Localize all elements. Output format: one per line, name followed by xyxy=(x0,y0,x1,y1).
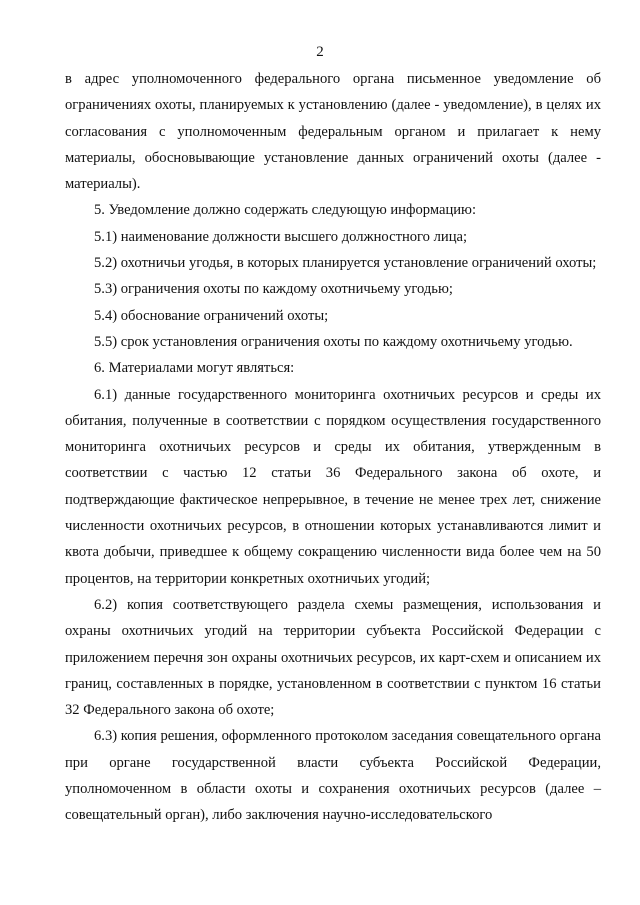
document-body xyxy=(65,66,601,829)
paragraph-item-5-1: 5.1) наименование должности высшего должностного лица; xyxy=(94,228,468,245)
paragraph-item-6-1: 6.1) данные государственного мониторинга охотничьих ресурсов и среды их обитания, полученные в соответствии с порядком осуществления государственного мониторинга охотничьих ресурсов и среды их обитания, утвержденным в соответствии с частью 12 статьи 36 Федерального закона об охоте, и подтверждающие фактическое непрерывное, в течение не менее трех лет, снижение численности охотничьих ресурсов, в отношении которых устанавливаются лимит и квота добычи, приведшее к общему сокращению численности вида более чем на 50 процентов, на территории конкретных охотничьих угодий; xyxy=(65,386,601,587)
page-number: 2 xyxy=(316,44,324,60)
paragraph-item-6-3: 6.3) копия решения, оформленного протоколом заседания совещательного органа при органе государственной власти субъекта Российской Федерации, уполномоченном в области охоты и сохранения охотничьих ресурсов (далее – совещательный орган), либо заключения научно-исследовательского xyxy=(65,728,601,824)
paragraph-item-5: 5. Уведомление должно содержать следующую информацию: xyxy=(94,202,477,219)
paragraph-item-6-2: 6.2) копия соответствующего раздела схемы размещения, использования и охраны охотничьих угодий на территории субъекта Российской Федерации с приложением перечня зон охраны охотничьих ресурсов, их карт-схем и описанием их границ, составленных в порядке, установленном в соответствии с пунктом 16 статьи 32 Федерального закона об охоте; xyxy=(65,596,601,719)
paragraph-item-5-4: 5.4) обоснование ограничений охоты; xyxy=(94,307,329,324)
paragraph-item-5-5: 5.5) срок установления ограничения охоты по каждому охотничьему угодью. xyxy=(94,333,573,350)
paragraph-item-6: 6. Материалами могут являться: xyxy=(94,360,295,377)
paragraph-item-5-2: 5.2) охотничьи угодья, в которых планируется установление ограничений охоты; xyxy=(94,255,597,272)
paragraph-item-5-3: 5.3) ограничения охоты по каждому охотничьему угодью; xyxy=(94,281,453,298)
paragraph-intro: в адрес уполномоченного федерального органа письменное уведомление об ограничениях охоты, планируемых к установлению (далее - уведомление), в целях их согласования с уполномоченным федеральным органом и прилагает к нему материалы, обосновывающие установление данных ограничений охоты (далее - материалы). xyxy=(65,71,601,193)
